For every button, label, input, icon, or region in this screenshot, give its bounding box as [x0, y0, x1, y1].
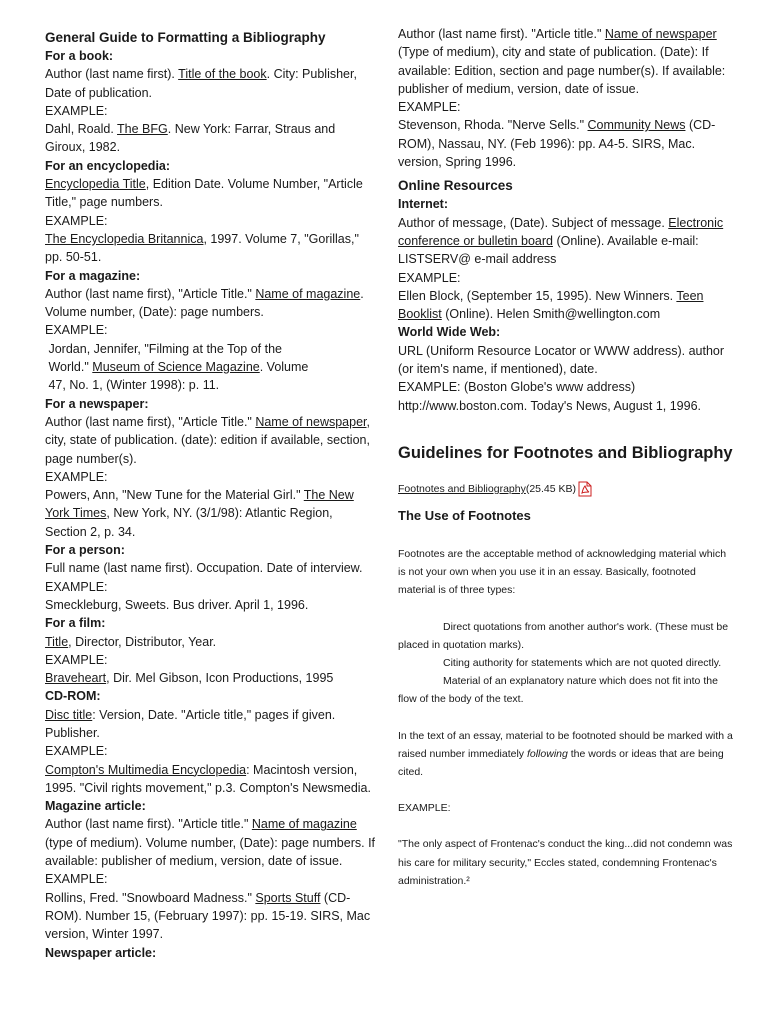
underlined-title: Disc title	[45, 707, 93, 722]
file-size: (25.45 KB)	[525, 482, 577, 495]
text-run: Rollins, Fred. "Snowboard Madness."	[45, 890, 256, 905]
text-run: (Online). Available e-mail: LISTSERV@ e-mail address	[398, 233, 699, 267]
online-resources-heading: Online Resources	[398, 178, 513, 194]
file-link-line	[398, 481, 733, 497]
text-run: EXAMPLE: (Boston Globe's www address) http://www.boston.com. Today's News, August 1, 1996.	[398, 380, 702, 413]
underlined-title: Title of the book	[178, 67, 267, 82]
underlined-title: Teen Booklist	[398, 288, 704, 322]
text-run: (Type of medium), city and state of publication. (Date): If available: Edition, section and page number(s). If available: publisher of medium, version, date of issue.	[398, 45, 726, 96]
footnote-example-quote: "The only aspect of Frontenac's conduct the king...did not condemn was his care for military security," Eccles stated, condemning Frontenac's administration.²	[398, 838, 733, 887]
underlined-title: The Encyclopedia Britannica	[45, 231, 204, 246]
internet-heading: Internet:	[398, 197, 448, 212]
format-template	[45, 815, 375, 870]
underlined-title: Encyclopedia Title	[45, 177, 146, 192]
example-citation	[45, 230, 375, 267]
text-run: URL (Uniform Resource Locator or WWW address). author (or item's name, if mentioned), date.	[398, 343, 725, 377]
text-run: Dahl, Roald.	[45, 122, 118, 137]
text-run: , Director, Distributor, Year.	[68, 634, 217, 649]
text-run: Stevenson, Rhoda. "Nerve Sells."	[398, 118, 588, 133]
internet-format	[398, 214, 733, 269]
example-citation-line	[45, 358, 375, 376]
text-run: . Volume	[259, 360, 309, 375]
section-heading: For a magazine:	[45, 268, 141, 283]
underlined-title: Compton's Multimedia Encyclopedia	[45, 762, 247, 777]
marking-instructions: In the text of an essay, material to be footnoted should be marked with a raised number immediately following the words or ideas that are being cited.	[398, 729, 733, 778]
example-citation-line	[45, 340, 375, 358]
text-run: , New York, NY. (3/1/98): Atlantic Region, Section 2, p. 34.	[45, 506, 333, 539]
format-template	[45, 413, 375, 468]
text-run: : Version, Date. "Article title," pages if given. Publisher.	[45, 707, 336, 740]
underlined-title: Name of newspaper	[255, 414, 367, 429]
section-heading: For a film:	[45, 616, 106, 631]
example-label: EXAMPLE:	[45, 872, 108, 887]
right-column	[398, 25, 733, 890]
guide-title: General Guide to Formatting a Bibliography	[45, 30, 326, 45]
underlined-title: Electronic conference or bulletin board	[398, 215, 724, 248]
example-citation	[45, 889, 375, 944]
section-heading: Newspaper article:	[45, 945, 157, 960]
text-run: (CD-ROM), Nassau, NY. (Feb 1996): pp. A4-5. SIRS, Mac. version, Spring 1996.	[398, 118, 716, 170]
pdf-icon[interactable]	[578, 481, 592, 497]
underlined-title: Braveheart	[45, 671, 107, 686]
text-run: World."	[45, 360, 93, 375]
section-heading: For a book:	[45, 49, 114, 63]
text-run: , Edition Date. Volume Number, "Article Title," page numbers.	[45, 177, 363, 210]
example-label: EXAMPLE:	[45, 579, 108, 594]
footnote-type-item: Material of an explanatory nature which does not fit into the flow of the body of the text.	[398, 675, 718, 706]
newspaper-article-format	[398, 25, 733, 98]
text-run: Powers, Ann, "New Tune for the Material Girl."	[45, 488, 304, 503]
text-run: Author (last name first). "Article title."	[45, 817, 252, 832]
underlined-title: The BFG	[117, 122, 168, 137]
example-citation-line	[45, 376, 375, 394]
section-heading: CD-ROM:	[45, 689, 101, 704]
underlined-title: Sports Stuff	[255, 890, 321, 905]
format-template	[45, 706, 375, 743]
footnotes-intro: Footnotes are the acceptable method of acknowledging material which is not your own when you use it in an essay. Basically, footnoted material is of three types:	[398, 547, 727, 597]
section-heading: For a newspaper:	[45, 396, 149, 411]
www-format	[398, 342, 733, 379]
left-column	[45, 29, 375, 962]
newspaper-article-example	[398, 116, 733, 171]
text-run: . New York: Farrar, Straus and Giroux, 1982.	[45, 122, 336, 155]
example-citation	[45, 761, 375, 798]
example-label: EXAMPLE:	[45, 323, 108, 338]
footnote-types	[398, 618, 733, 709]
bibliography-sections	[45, 47, 375, 962]
underlined-title: Name of magazine	[251, 817, 357, 832]
footnote-type-item: Citing authority for statements which are not quoted directly.	[443, 656, 722, 669]
example-label: EXAMPLE:	[45, 744, 108, 759]
section-heading: For a person:	[45, 543, 125, 558]
text-run: (CD-ROM). Number 15, (February 1997): pp. 15-19. SIRS, Mac version, Winter 1997.	[45, 890, 371, 942]
format-template	[45, 633, 375, 651]
internet-example	[398, 287, 733, 324]
example-citation	[45, 596, 375, 614]
footnotes-guidelines-title: Guidelines for Footnotes and Bibliography	[398, 443, 733, 462]
text-run: Author (last name first). "Article title."	[398, 27, 605, 41]
text-run: , 1997. Volume 7, "Gorillas," pp. 50-51.	[45, 231, 359, 265]
text-run: . City: Publisher, Date of publication.	[45, 67, 357, 100]
example-label: EXAMPLE:	[45, 103, 108, 118]
underlined-title: Title	[45, 634, 69, 649]
text-run: Author (last name first).	[45, 67, 179, 82]
example-citation	[45, 669, 375, 687]
text-run: 47, No. 1, (Winter 1998): p. 11.	[45, 378, 220, 393]
text-run: (type of medium). Volume number, (Date): page numbers. If available: publisher of medium, version, date of issue.	[45, 835, 376, 869]
example-citation	[45, 486, 375, 541]
text-run: Ellen Block, (September 15, 1995). New Winners.	[398, 288, 677, 303]
text-run: . Volume number, (Date): page numbers.	[45, 286, 364, 320]
example-label: EXAMPLE:	[45, 469, 108, 484]
format-template	[45, 65, 375, 102]
example-label: EXAMPLE:	[45, 652, 108, 667]
underlined-title: Name of magazine	[255, 286, 361, 301]
text-run: Smeckleburg, Sweets. Bus driver. April 1, 1996.	[45, 597, 309, 612]
www-example	[398, 378, 733, 415]
www-heading: World Wide Web:	[398, 325, 501, 340]
footnote-example-label: EXAMPLE:	[398, 802, 451, 815]
format-template	[45, 285, 375, 322]
format-template	[45, 175, 375, 212]
text-run: Jordan, Jennifer, "Filming at the Top of the	[45, 341, 282, 356]
text-run: Author (last name first), "Article Title."	[45, 286, 256, 301]
example-citation	[45, 120, 375, 157]
underlined-title: Community News	[587, 118, 686, 133]
underlined-title: Museum of Science Magazine	[92, 360, 260, 375]
text-run: Full name (last name first). Occupation. Date of interview.	[45, 561, 363, 576]
underlined-title: Name of newspaper	[604, 27, 717, 41]
use-of-footnotes-heading: The Use of Footnotes	[398, 507, 531, 523]
example-label: EXAMPLE:	[398, 270, 461, 285]
text-run: Author (last name first), "Article Title."	[45, 414, 256, 429]
format-template	[45, 559, 375, 577]
footnotes-file-link[interactable]: Footnotes and Bibliography	[398, 482, 526, 495]
section-heading: For an encyclopedia:	[45, 158, 171, 173]
example-label: EXAMPLE:	[398, 100, 461, 115]
text-run: Author of message, (Date). Subject of message.	[398, 215, 669, 230]
text-run: (Online). Helen Smith@wellington.com	[441, 307, 661, 322]
underlined-title: The New York Times	[45, 488, 354, 521]
example-label: EXAMPLE:	[45, 213, 108, 228]
text-run: : Macintosh version, 1995. "Civil rights movement," p.3. Compton's Newsmedia.	[45, 762, 371, 795]
text-run: , city, state of publication. (date): edition if available, section, page number(s).	[45, 414, 370, 466]
text-run: , Dir. Mel Gibson, Icon Productions, 1995	[106, 671, 334, 686]
section-heading: Magazine article:	[45, 799, 146, 814]
footnote-type-item: Direct quotations from another author's work. (These must be placed in quotation marks).	[398, 620, 729, 651]
